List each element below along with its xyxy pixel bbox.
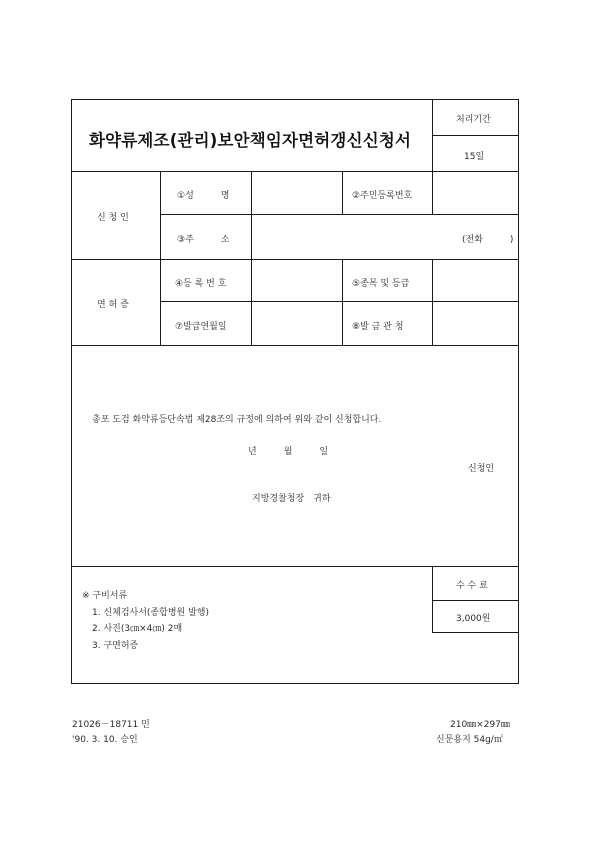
phone-label: (전화 ) [462, 235, 514, 245]
issue-date-label: ⑦발급연월일 [175, 322, 227, 332]
document-item-2: 2. 사진(3㎝×4㎝) 2매 [92, 624, 183, 634]
paper-size: 210㎜×297㎜ [450, 720, 510, 730]
form-title: 화약류제조(관리)보안책임자면허갱신신청서 [89, 131, 412, 150]
statement-body: 총포 도검 화약류등단속법 제28조의 규정에 의하여 위와 같이 신청합니다. [92, 415, 382, 425]
document-item-1: 1. 신체검사서(종합병원 발행) [92, 608, 209, 618]
address-field[interactable] [253, 216, 443, 257]
name-label: ①성 명 [177, 191, 230, 201]
fee-label: 수 수 료 [456, 581, 488, 591]
paper-type: 신문용지 54g/㎡ [436, 735, 503, 745]
issuing-office-field[interactable] [434, 303, 516, 343]
issuing-office-label: ⑧발 금 관 청 [352, 322, 404, 332]
resident-number-field[interactable] [434, 173, 516, 212]
document-item-3: 3. 구면허증 [92, 641, 139, 651]
documents-header: ※ 구비서류 [82, 591, 128, 601]
resident-number-label: ②주민등록번호 [352, 191, 413, 201]
approval-date: '90. 3. 10. 승인 [72, 735, 138, 745]
form-number: 21026－18711 민 [72, 720, 150, 730]
registration-number-label: ④등 록 번 호 [175, 279, 227, 289]
address-label: ③주 소 [177, 235, 230, 245]
fee-amount: 3,000원 [456, 614, 491, 624]
processing-period-label: 처리기간 [456, 115, 491, 125]
registration-number-field[interactable] [253, 261, 340, 299]
date-line: 년 월 일 [248, 447, 329, 457]
applicant-signature: 신청인 [468, 464, 495, 474]
applicant-section-label: 신 청 인 [97, 213, 129, 223]
processing-period-value: 15일 [464, 152, 485, 162]
issue-date-field[interactable] [253, 303, 340, 343]
type-grade-field[interactable] [434, 261, 516, 299]
name-field[interactable] [253, 173, 340, 212]
type-grade-label: ⑤종목 및 등급 [352, 279, 410, 289]
license-section-label: 면 허 증 [97, 300, 129, 310]
addressee: 지방경찰청장 귀하 [252, 494, 331, 504]
